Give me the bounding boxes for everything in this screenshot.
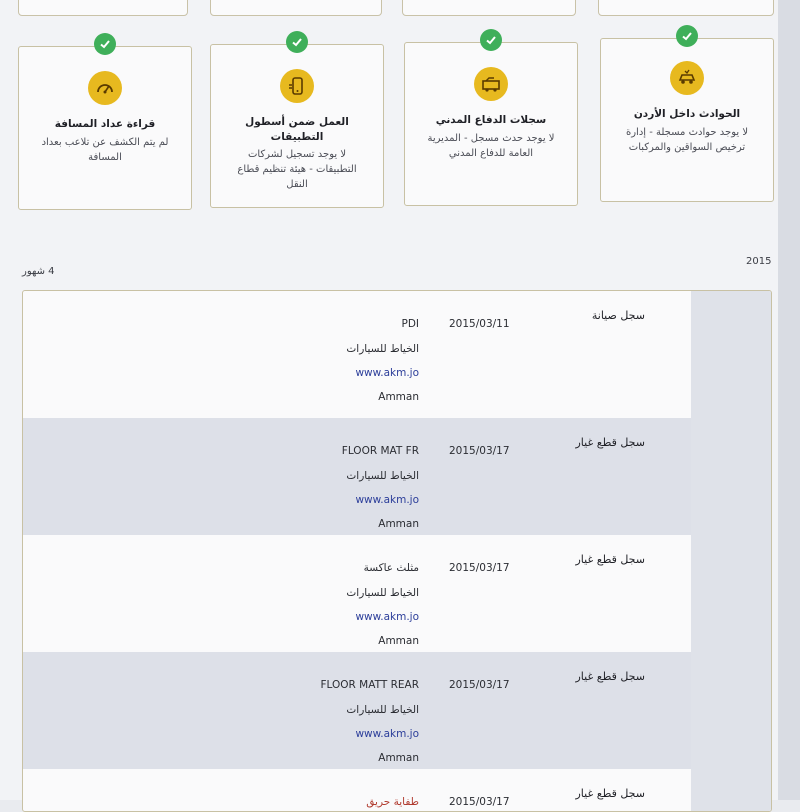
card-stub — [598, 0, 774, 16]
record-dealer: الخياط للسيارات — [346, 587, 419, 599]
group-year: 2015 — [746, 256, 772, 267]
card-description-line: المسافة — [88, 152, 122, 163]
check-icon — [94, 33, 116, 55]
record-row — [23, 652, 691, 769]
card-title: سجلات الدفاع المدني — [435, 114, 547, 126]
check-icon — [480, 29, 502, 51]
record-dealer: الخياط للسيارات — [346, 470, 419, 482]
page-edge — [778, 0, 800, 800]
record-dealer: الخياط للسيارات — [346, 343, 419, 355]
record-type: سجل قطع غيار — [575, 553, 645, 566]
record-date: 2015/03/17 — [449, 796, 510, 808]
record-type: سجل قطع غيار — [575, 436, 645, 449]
record-row — [23, 535, 691, 652]
card-description — [415, 131, 567, 161]
records-side-strip — [691, 291, 771, 811]
card-description-line: النقل — [286, 179, 308, 190]
check-icon — [286, 31, 308, 53]
record-date: 2015/03/17 — [449, 562, 510, 574]
card-title-line: العمل ضمن أسطول — [245, 116, 349, 128]
card-description-line: لا يوجد حدث مسجل - المديرية — [427, 133, 555, 144]
record-row — [23, 418, 691, 535]
records-panel — [22, 290, 772, 812]
record-dealer: الخياط للسيارات — [346, 704, 419, 716]
record-city: Amman — [378, 752, 419, 764]
card-title: الحوادث داخل الأردن — [633, 108, 741, 120]
ride-apps-card — [210, 44, 384, 208]
record-type: سجل قطع غيار — [575, 670, 645, 683]
card-title — [219, 115, 375, 145]
card-description-line: التطبيقات - هيئة تنظيم قطاع — [237, 164, 357, 175]
card-stub — [210, 0, 382, 16]
accidents-card — [600, 38, 774, 202]
card-description-line: لم يتم الكشف عن تلاعب بعداد — [41, 137, 169, 148]
record-website-link[interactable]: www.akm.jo — [355, 367, 419, 379]
record-row — [23, 769, 691, 812]
card-stub — [18, 0, 188, 16]
card-description-line: لا يوجد تسجيل لشركات — [247, 149, 347, 160]
record-website-link[interactable]: www.akm.jo — [355, 728, 419, 740]
card-description — [29, 135, 181, 165]
record-description: PDI — [401, 318, 419, 330]
car-accident-icon — [670, 61, 704, 95]
odometer-card — [18, 46, 192, 210]
record-description: FLOOR MAT FR — [341, 445, 419, 457]
odometer-icon — [88, 71, 122, 105]
record-website-link[interactable]: www.akm.jo — [355, 494, 419, 506]
ride-app-icon — [280, 69, 314, 103]
record-type: سجل قطع غيار — [575, 787, 645, 800]
card-description-line: ترخيص السواقين والمركبات — [628, 142, 746, 153]
fire-truck-icon — [474, 67, 508, 101]
card-stub — [402, 0, 576, 16]
civil-defense-card — [404, 42, 578, 206]
card-description — [221, 147, 373, 192]
record-date: 2015/03/17 — [449, 445, 510, 457]
group-duration: 4 شهور — [22, 266, 55, 277]
record-city: Amman — [378, 635, 419, 647]
record-description: FLOOR MATT REAR — [320, 679, 419, 691]
check-icon — [676, 25, 698, 47]
card-description-line: العامة للدفاع المدني — [448, 148, 534, 159]
record-description: مثلث عاكسة — [363, 562, 419, 574]
record-website-link[interactable]: www.akm.jo — [355, 611, 419, 623]
record-row — [23, 291, 691, 408]
card-description — [611, 125, 763, 155]
record-city: Amman — [378, 391, 419, 403]
card-title-line: التطبيقات — [270, 131, 324, 143]
record-date: 2015/03/17 — [449, 679, 510, 691]
record-description: طفاية حريق — [366, 796, 419, 808]
record-city: Amman — [378, 518, 419, 530]
card-title: قراءة عداد المسافة — [54, 118, 156, 130]
record-date: 2015/03/11 — [449, 318, 510, 330]
card-description-line: لا يوجد حوادث مسجلة - إدارة — [625, 127, 749, 138]
record-type: سجل صيانة — [591, 309, 645, 322]
